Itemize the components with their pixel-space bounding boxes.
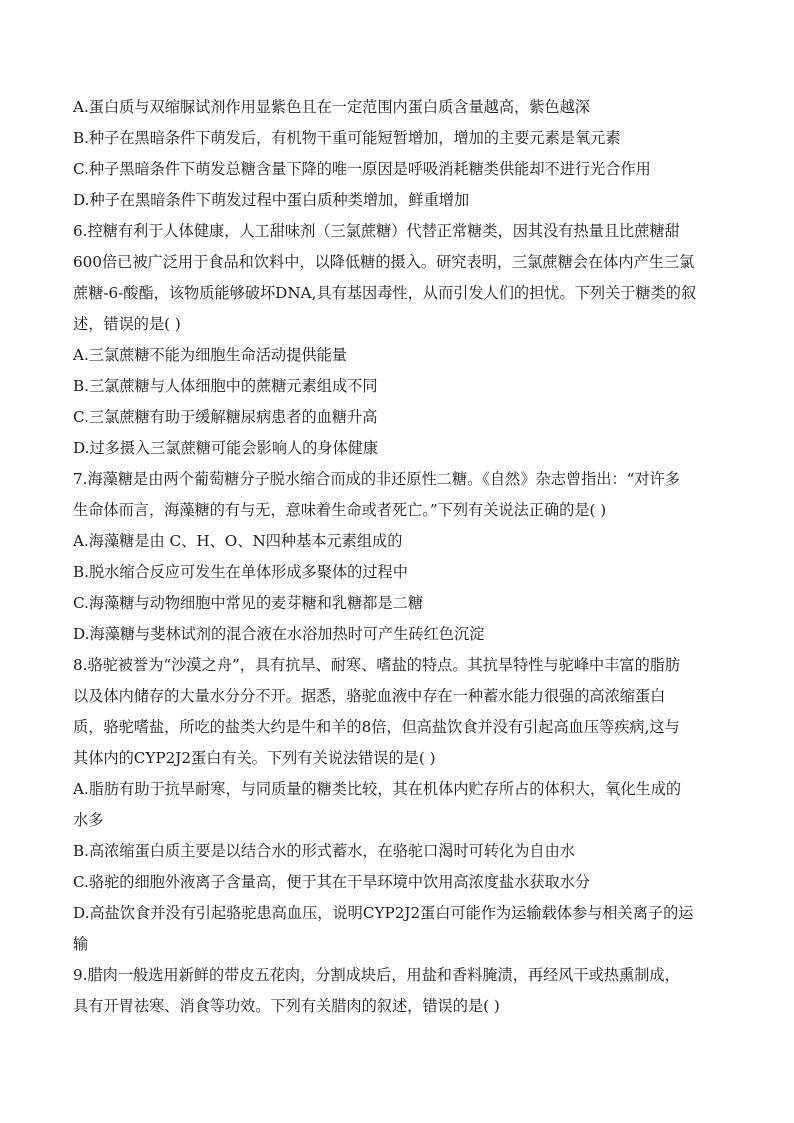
option-5a: A.蛋白质与双缩脲试剂作用显紫色且在一定范围内蛋白质含量越高，紫色越深 bbox=[73, 98, 590, 116]
option-7d: D.海藻糖与斐林试剂的混合液在水浴加热时可产生砖红色沉淀 bbox=[73, 625, 485, 643]
question-9-line-1: 9.腊肉一般选用新鲜的带皮五花肉，分割成块后，用盐和香料腌渍，再经风干或热熏制成， bbox=[73, 966, 680, 984]
question-8-line-4: 其体内的CYP2J2蛋白有关。下列有关说法错误的是( ) bbox=[73, 749, 436, 767]
option-8c: C.骆驼的细胞外液离子含量高，便于其在干旱环境中饮用高浓度盐水获取水分 bbox=[73, 873, 591, 891]
question-6-line-4: 述，错误的是( ) bbox=[73, 315, 181, 333]
question-6-line-2: 600倍已被广泛用于食品和饮料中，以降低糖的摄入。研究表明，三氯蔗糖会在体内产生三氯 bbox=[73, 253, 695, 271]
option-8b: B.高浓缩蛋白质主要是以结合水的形式蓄水，在骆驼口渴时可转化为自由水 bbox=[73, 842, 575, 860]
question-7-line-1: 7.海藻糖是由两个葡萄糖分子脱水缩合而成的非还原性二糖。《自然》杂志曾指出：“对许多 bbox=[73, 470, 680, 488]
question-9-line-2: 具有开胃祛寒、消食等功效。下列有关腊肉的叙述，错误的是( ) bbox=[73, 997, 500, 1015]
option-8d-line-1: D.高盐饮食并没有引起骆驼患高血压，说明CYP2J2蛋白可能作为运输载体参与相关离子的运 bbox=[73, 904, 694, 922]
option-7b: B.脱水缩合反应可发生在单体形成多聚体的过程中 bbox=[73, 563, 408, 581]
question-8-line-1: 8.骆驼被誉为“沙漠之舟”，具有抗旱、耐寒、嗜盐的特点。其抗旱特性与驼峰中丰富的脂肪 bbox=[73, 656, 681, 674]
option-5c: C.种子黑暗条件下萌发总糖含量下降的唯一原因是呼吸消耗糖类供能却不进行光合作用 bbox=[73, 160, 651, 178]
option-6a: A.三氯蔗糖不能为细胞生命活动提供能量 bbox=[73, 346, 347, 364]
option-8d-line-2: 输 bbox=[73, 935, 89, 953]
option-6d: D.过多摄入三氯蔗糖可能会影响人的身体健康 bbox=[73, 439, 379, 457]
option-8a-line-2: 水多 bbox=[73, 811, 104, 829]
question-7-line-2: 生命体而言，海藻糖的有与无，意味着生命或者死亡。”下列有关说法正确的是( ) bbox=[73, 501, 607, 519]
option-6c: C.三氯蔗糖有助于缓解糖尿病患者的血糖升高 bbox=[73, 408, 378, 426]
question-8-line-2: 以及体内储存的大量水分分不开。据悉，骆驼血液中存在一种蓄水能力很强的高浓缩蛋白 bbox=[73, 687, 666, 705]
option-8a-line-1: A.脂肪有助于抗旱耐寒，与同质量的糖类比较，其在机体内贮存所占的体积大，氧化生成的 bbox=[73, 780, 682, 798]
option-7a: A.海藻糖是由 C、H、O、N四种基本元素组成的 bbox=[73, 532, 403, 550]
option-5d: D.种子在黑暗条件下萌发过程中蛋白质种类增加，鲜重增加 bbox=[73, 191, 470, 209]
question-8-line-3: 质，骆驼嗜盐，所吃的盐类大约是牛和羊的8倍，但高盐饮食并没有引起高血压等疾病,这与 bbox=[73, 718, 680, 736]
question-text-body bbox=[73, 92, 723, 1022]
question-6-line-3: 蔗糖-6-酸酯，该物质能够破坏DNA,具有基因毒性，从而引发人们的担忧。下列关于糖类的叙 bbox=[73, 284, 697, 302]
option-5b: B.种子在黑暗条件下萌发后，有机物干重可能短暂增加，增加的主要元素是氧元素 bbox=[73, 129, 621, 147]
option-6b: B.三氯蔗糖与人体细胞中的蔗糖元素组成不同 bbox=[73, 377, 378, 395]
question-6-line-1: 6.控糖有利于人体健康，人工甜味剂（三氯蔗糖）代替正常糖类，因其没有热量且比蔗糖甜 bbox=[73, 222, 680, 240]
option-7c: C.海藻糖与动物细胞中常见的麦芽糖和乳糖都是二糖 bbox=[73, 594, 424, 612]
